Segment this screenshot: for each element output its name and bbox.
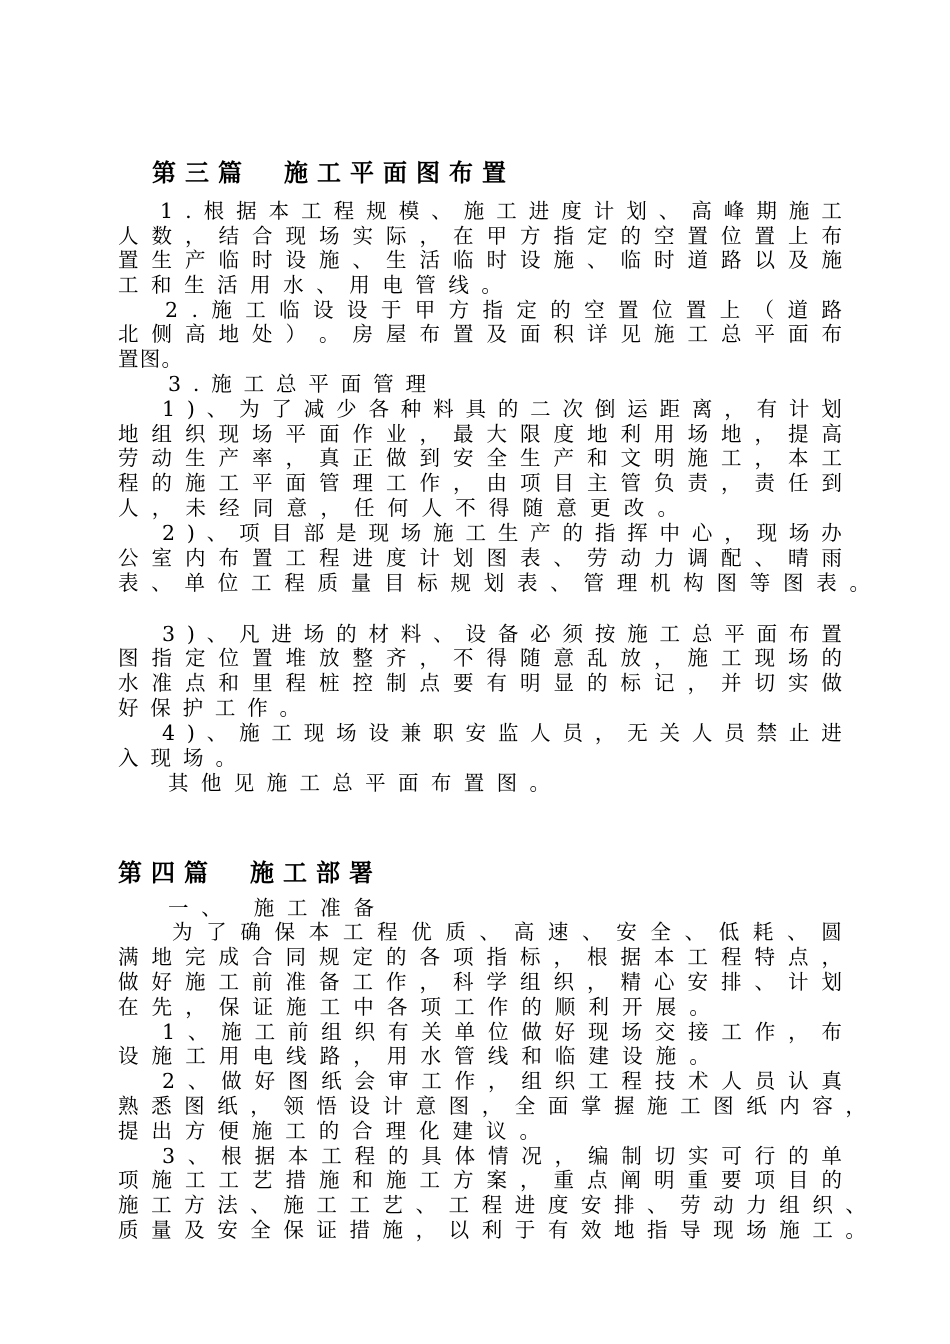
paragraph-line: 劳 动 生 产 率 ， 真 正 做 到 安 全 生 产 和 文 明 施 工 ， 本 工 [118,446,842,470]
paragraph-line: 项 施 工 工 艺 措 施 和 施 工 方 案 ， 重 点 阐 明 重 要 项 目 的 [118,1168,842,1192]
paragraph-line: 2 ) 、 项 目 部 是 现 场 施 工 生 产 的 指 挥 中 心 ， 现 场 办 [162,521,842,545]
paragraph-line: 4 ) 、 施 工 现 场 设 兼 职 安 监 人 员 ， 无 关 人 员 禁 止 进 [162,721,842,745]
paragraph-line: 提 出 方 便 施 工 的 合 理 化 建 议 。 [118,1119,540,1143]
paragraph-line: 2 、 做 好 图 纸 会 审 工 作 ， 组 织 工 程 技 术 人 员 认 真 [162,1069,842,1093]
paragraph-line: 做 好 施 工 前 准 备 工 作 ， 科 学 组 织 ， 精 心 安 排 、 计 划 [118,970,842,994]
paragraph-line: 3 、 根 据 本 工 程 的 具 体 情 况 ， 编 制 切 实 可 行 的 单 [162,1144,842,1168]
paragraph-line: 1 、 施 工 前 组 织 有 关 单 位 做 好 现 场 交 接 工 作 ， 布 [162,1020,842,1044]
paragraph-line: 人 数 ， 结 合 现 场 实 际 ， 在 甲 方 指 定 的 空 置 位 置 上 布 [118,224,842,248]
section-4-title: 第四篇 施工部署 [118,859,382,887]
paragraph-line: 表 、 单 位 工 程 质 量 目 标 规 划 表 、 管 理 机 构 图 等 图 表 。 [118,571,870,595]
paragraph-line: 3 . 施 工 总 平 面 管 理 [168,372,426,396]
paragraph-line: 2 . 施 工 临 设 设 于 甲 方 指 定 的 空 置 位 置 上 （ 道 路 [165,298,842,322]
paragraph-line: 图 指 定 位 置 堆 放 整 齐 ， 不 得 随 意 乱 放 ， 施 工 现 场 的 [118,646,842,670]
paragraph-line: 为 了 确 保 本 工 程 优 质 、 高 速 、 安 全 、 低 耗 、 圆 [172,920,842,944]
paragraph-line: 置 生 产 临 时 设 施 、 生 活 临 时 设 施 、 临 时 道 路 以 及 施 [118,248,842,272]
paragraph-line: 熟 悉 图 纸 ， 领 悟 设 计 意 图 ， 全 面 掌 握 施 工 图 纸 内 容 ， [118,1094,866,1118]
paragraph-line: 地 组 织 现 场 平 面 作 业 ， 最 大 限 度 地 利 用 场 地 ， 提 高 [118,422,842,446]
paragraph-line: 1 . 根 据 本 工 程 规 模 、 施 工 进 度 计 划 、 高 峰 期 施 工 [160,199,842,223]
paragraph-line: 其 他 见 施 工 总 平 面 布 置 图 。 [168,771,550,795]
paragraph-line: 水 准 点 和 里 程 桩 控 制 点 要 有 明 显 的 标 记 ， 并 切 实 做 [118,671,842,695]
paragraph-line: 施 工 方 法 、 施 工 工 艺 、 工 程 进 度 安 排 、 劳 动 力 组 织 、 [118,1193,866,1217]
paragraph-line: 好 保 护 工 作 。 [118,696,300,720]
paragraph-line: 设 施 工 用 电 线 路 ， 用 水 管 线 和 临 建 设 施 。 [118,1044,710,1068]
paragraph-line: 满 地 完 成 合 同 规 定 的 各 项 指 标 ， 根 据 本 工 程 特 点 ， [118,945,842,969]
paragraph-line: 置 图 。 [118,347,182,371]
paragraph-line: 公 室 内 布 置 工 程 进 度 计 划 图 表 、 劳 动 力 调 配 、 晴 雨 [118,546,842,570]
paragraph-line: 3 ) 、 凡 进 场 的 材 料 、 设 备 必 须 按 施 工 总 平 面 布 置 [162,622,842,646]
paragraph-line: 入 现 场 。 [118,746,236,770]
paragraph-line: 一 、 施 工 准 备 [168,896,374,920]
paragraph-line: 工 和 生 活 用 水 、 用 电 管 线 。 [118,273,502,297]
section-3-title: 第三篇 施工平面图布置 [152,159,515,187]
paragraph-line: 1 ) 、 为 了 减 少 各 种 料 具 的 二 次 倒 运 距 离 ， 有 计 划 [162,397,842,421]
paragraph-line: 人 ， 未 经 同 意 ， 任 何 人 不 得 随 意 更 改 。 [118,496,678,520]
paragraph-line: 程 的 施 工 平 面 管 理 工 作 ， 由 项 目 主 管 负 责 ， 责 任 到 [118,471,842,495]
paragraph-line: 质 量 及 安 全 保 证 措 施 ， 以 利 于 有 效 地 指 导 现 场 施 工 。 [118,1218,866,1242]
paragraph-line: 在 先 ， 保 证 施 工 中 各 项 工 作 的 顺 利 开 展 。 [118,995,710,1019]
paragraph-line: 北 侧 高 地 处 ） 。 房 屋 布 置 及 面 积 详 见 施 工 总 平 面 布 [118,322,842,346]
